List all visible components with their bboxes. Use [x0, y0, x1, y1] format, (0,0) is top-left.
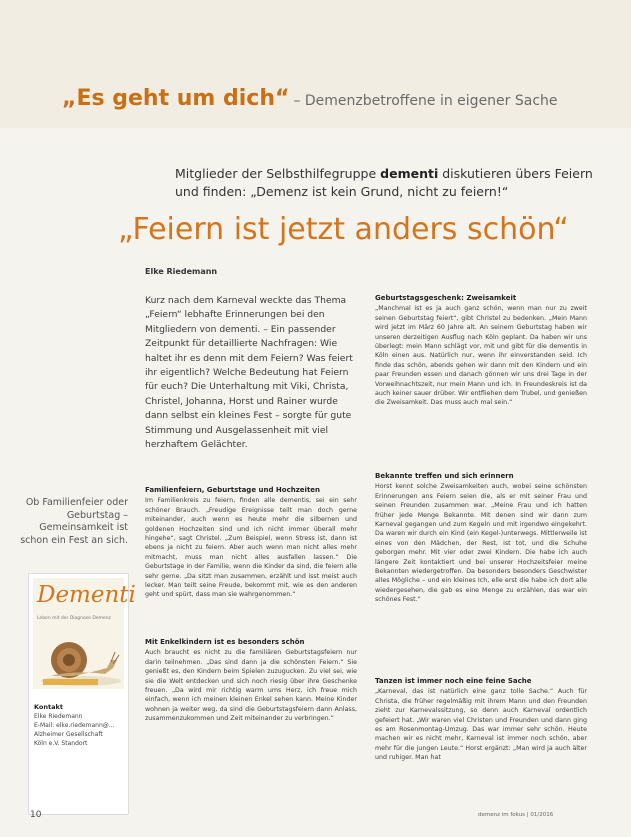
contact-line: Köln e.V. Standort: [34, 740, 88, 747]
section-acquaintances: [375, 472, 587, 605]
article-title: „Feiern ist jetzt anders schön“: [118, 212, 569, 247]
section-text: Auch braucht es nicht zu die familiären Geburtstagsfeiern nur darin teilnehmen. „Das sind dann ja die schönsten Feiern.“ Sie genießt es, den Kindern beim Spielen zuzugucken. Zu viel sei, wie sie die Welt entdecken und sich noch riesig über ihre Geschenke freuen. „Da wird mir richtig warm ums Herz, ich freue mich einfach, wenn ich meinen kleinen Enkel sehen kann. Meine Kinder wohnen ja weiter weg, da sind die Geburtstagsfeiern dann Anlass, zusammenzukommen und Zeit miteinander zu verbringen.“: [145, 649, 357, 723]
contact-line: Elke Riedemann: [34, 713, 83, 720]
intro-paragraph: Kurz nach dem Karneval weckte das Thema „Feiern“ lebhafte Erinnerungen bei den Mitgliedern von dementi. – Ein passender Zeitpunkt für detaillierte Nachfragen: Wie haltet ihr es denn mit dem Feiern? Was feiert ihr eigentlich? Welche Bedeutung hat Feiern für euch? Die Unterhaltung mit Viki, Christa, Christel, Johanna, Horst und Rainer wurde dann selbst ein kleines Fest – sorgte für gute Stimmung und Ausgelassenheit mit viel herzhaftem Gelächter.: [145, 295, 353, 451]
header-title: „Es geht um dich“: [62, 86, 290, 111]
lead-text: [175, 165, 595, 201]
lead-rest: diskutieren übers Feiern und finden: „Demenz ist kein Grund, nicht zu feiern!“: [175, 166, 593, 199]
contact-sidebar: [28, 573, 136, 815]
section-heading: Bekannte treffen und sich erinnern: [375, 472, 514, 480]
section-heading: Familienfeiern, Geburtstage und Hochzeiten: [145, 486, 321, 494]
section-birthday: [375, 294, 587, 408]
section-heading: Geburtstagsgeschenk: Zweisamkeit: [375, 294, 517, 302]
page-number: 10: [30, 810, 42, 820]
header: [62, 86, 558, 111]
section-dancing: [375, 677, 587, 763]
author: Elke Riedemann: [145, 267, 218, 276]
lead-pre: Mitglieder der Selbsthilfegruppe: [175, 166, 381, 181]
section-grandchildren: [145, 638, 357, 724]
contact-line: Alzheimer Gesellschaft: [34, 731, 103, 738]
section-text: „Manchmal ist es ja auch ganz schön, wenn man nur zu zweit seinen Geburtstag feiert“, gibt Christel zu bedenken. „Mein Mann wird jetzt im März 60 Jahre alt. An seinem Geburtstag haben wir unseren derzeitigen Ausflug nach Köln geplant. Da haben wir uns überlegt: mein Mann schlägt vor, mit und gibt für die dementis in Köln einen aus. Natürlich nur, wenn ihr einverstanden seid. Ich finde das schön, abends gehen wir dann mit den Kindern und ein paar Freunden essen und danach gönnen wir uns drei Tage in der Vorweihnachtszeit, nur mein Mann und ich. In Freundeskreis ist da auch keiner sauer drüber. Wir entfliehen dem Trubel, und genießen die Zweisamkeit. Das muss auch mal sein.“: [375, 305, 587, 407]
section-heading: Tanzen ist immer noch eine feine Sache: [375, 677, 532, 685]
contact-heading: Kontakt: [34, 703, 63, 711]
snail-icon: [33, 624, 124, 689]
section-family: [145, 486, 357, 600]
contact-info: [34, 703, 124, 748]
logo-title: Dementi: [37, 582, 136, 608]
pull-quote: Ob Familienfeier oder Geburtstag – Gemeinsamkeit ist schon ein Fest an sich.: [20, 497, 128, 546]
section-text: „Karneval, das ist natürlich eine ganz tolle Sache.“ Auch für Christa, die früher regelmäßig mit ihrem Mann und den Freunden zieht zur Karnevalssitzung, so denn auch Karneval ordentlich gefeiert hat. „Wir waren viel Christen und Freunden und dann ging es am Rosenmontag-Umzug. Das war immer sehr schön. Heute machen wir es nicht mehr, Karneval ist immer noch schön, aber mehr für die jungen Leute.“ Horst ergänzt: „Man wird ja auch älter und ruhiger. Man hat: [375, 688, 587, 762]
dementi-logo: [33, 578, 136, 689]
footer-issue: demenz im fokus | 01/2016: [478, 812, 554, 818]
contact-email[interactable]: E-Mail: elke.riedemann@...: [34, 722, 115, 729]
header-subtitle: – Demenzbetroffene in eigener Sache: [293, 93, 558, 109]
section-text: Horst kennt solche Zweisamkeiten auch, wobei seine schönsten Erinnerungen ans Feiern seien die, als er mit seiner Frau und seinen Freunden zusammen war. „Meine Frau und ich hatten früher jede Menge Bekannte. Mit denen sind wir dann zum Karneval gegangen und zum Kegeln und mit irgendwo eingekehrt. Da waren wir durch ein Kind (ein Kegel-)unterwegs. Mittlerweile ist eines von den Mädchen, der Rest, ist tot, und die Schuhe geborgen mehr. Mit vier oder zwei Kindern. Die habe ich auch längere Zeit kontaktiert und bei unserer Hochzeitsfeier meine Bekannten wiedergetroffen. Da besonders besonders Geschwister alles Mögliche – und ein kleines Ich, elle erst die habe ich dort alle wiedergesehen, die gab es eine Menge zu erzählen, das war ein schönes Fest.“: [375, 483, 587, 604]
section-text: Im Familienkreis zu feiern, finden alle dementis, sei ein sehr schöner Brauch. „Freudige Ereignisse teilt man doch gerne miteinander, auch wenn es heute mehr die silbernen und goldenen Hochzeiten sind und ich nicht immer überall mehr hingehe“, sagt Christel. „Zum Beispiel, wenn Stress ist, dann ist ebens ja nicht zu feiern. Aber auch wenn man nicht alles mehr mitmacht, muss man nicht alles ausfallen lassen.“ Die Geburtstage in der Familie, wenn die Kinder da sind, die feiern alle sehr gerne. „Da sitzt man zusammen, erzählt und isst meist auch lecker. Man teilt seine Freude, bekommt mit, wie es den anderen geht und spürt, dass man sie wahrgenommen.“: [145, 497, 357, 599]
logo-subtitle: Leben mit der Diagnose Demenz: [37, 616, 111, 621]
section-heading: Mit Enkelkindern ist es besonders schön: [145, 638, 305, 646]
lead-bold: dementi: [380, 166, 439, 181]
